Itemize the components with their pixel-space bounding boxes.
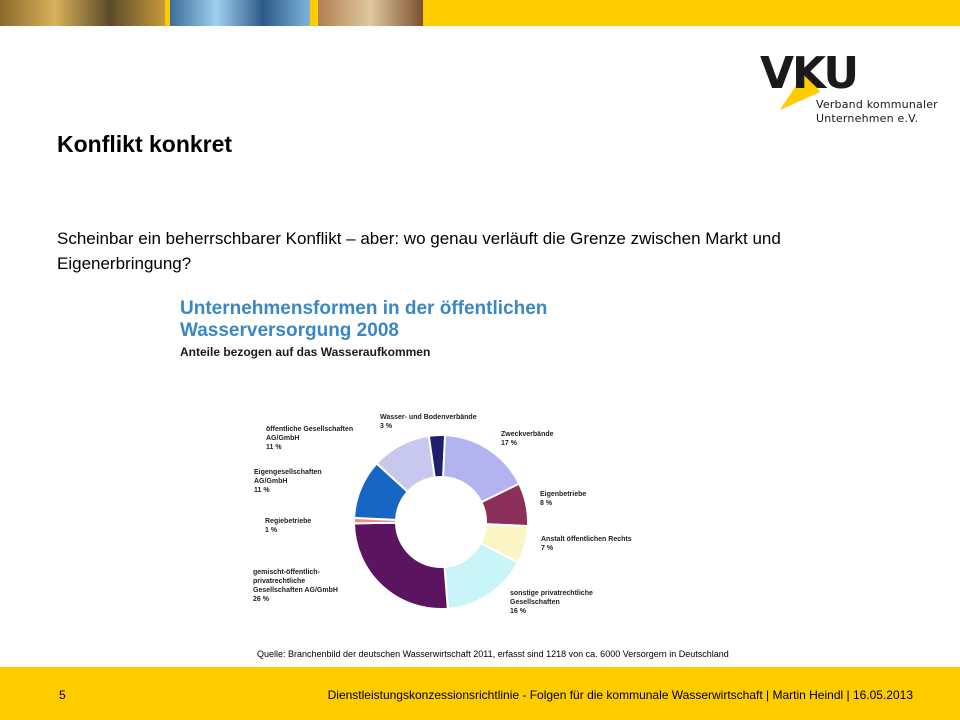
slice-label-line: Anstalt öffentlichen Rechts [541,536,632,543]
logo-subtitle-line1: Verband kommunaler [816,98,938,111]
chart-source: Quelle: Branchenbild der deutschen Wasserwirtschaft 2011, erfasst sind 1218 von ca. 6000 Versorgern in Deutschland [257,649,729,659]
slice-label-regiebetriebe [265,517,311,535]
slice-label-value: 11 % [266,444,282,451]
slice-label-value: 17 % [501,440,517,447]
slice-label-line: Eigengesellschaften [254,469,322,476]
logo-subtitle-line2: Unternehmen e.V. [816,112,919,125]
chart-title-line2: Wasserversorgung 2008 [180,320,399,341]
slice-label-value: 1 % [265,527,278,534]
slice-label-anstalt [541,535,632,553]
slice-label-line: AG/GmbH [254,478,288,485]
slice-label-oeffentliche [266,425,353,452]
slice-label-wasser-bodenverbaende [380,413,477,431]
slice-label-line: Zweckverbände [501,431,554,438]
slice-label-sonstige [510,589,593,616]
slice-label-value: 26 % [253,596,269,603]
slice-label-value: 16 % [510,608,526,615]
slice-label-line: Gesellschaften AG/GmbH [253,587,338,594]
chart-title-line1: Unternehmensformen in der öffentlichen [180,298,548,319]
slice-label-eigengesellschaften [254,468,322,495]
slice-label-value: 11 % [254,487,270,494]
slice-label-line: privatrechtliche [253,578,306,585]
slice-label-line: gemischt-öffentlich- [253,569,320,576]
slice-label-eigenbetriebe [540,490,586,508]
slide-title: Konflikt konkret [57,131,233,157]
slice-label-value: 8 % [540,500,553,507]
slice-label-line: Eigenbetriebe [540,491,587,498]
footer-text: Dienstleistungskonzessionsrichtlinie - Folgen für die kommunale Wasserwirtschaft | Martin Heindl | 16.05.2013 [327,688,913,702]
slice-label-line: Regiebetriebe [265,518,312,525]
slice-label-line: Wasser- und Bodenverbände [380,414,477,421]
logo-wordmark: VKU [760,48,858,99]
slice-label-value: 7 % [541,545,554,552]
slice-label-gemischt [253,568,338,604]
slice-label-zweckverbaende [501,430,554,448]
chart-subtitle: Anteile bezogen auf das Wasseraufkommen [180,345,431,359]
slide-intro-text: Scheinbar ein beherrschbarer Konflikt – aber: wo genau verläuft die Grenze zwischen Markt und Eigenerbringung? [57,229,781,273]
donut-slices [354,435,528,609]
slice-label-line: AG/GmbH [266,435,300,442]
donut-slice-5 [354,523,448,609]
page-number: 5 [59,688,66,702]
slice-label-line: öffentliche Gesellschaften [266,426,354,433]
slice-label-line: sonstige privatrechtliche [510,590,593,597]
slice-label-line: Gesellschaften [510,599,560,606]
slice-label-value: 3 % [380,423,393,430]
